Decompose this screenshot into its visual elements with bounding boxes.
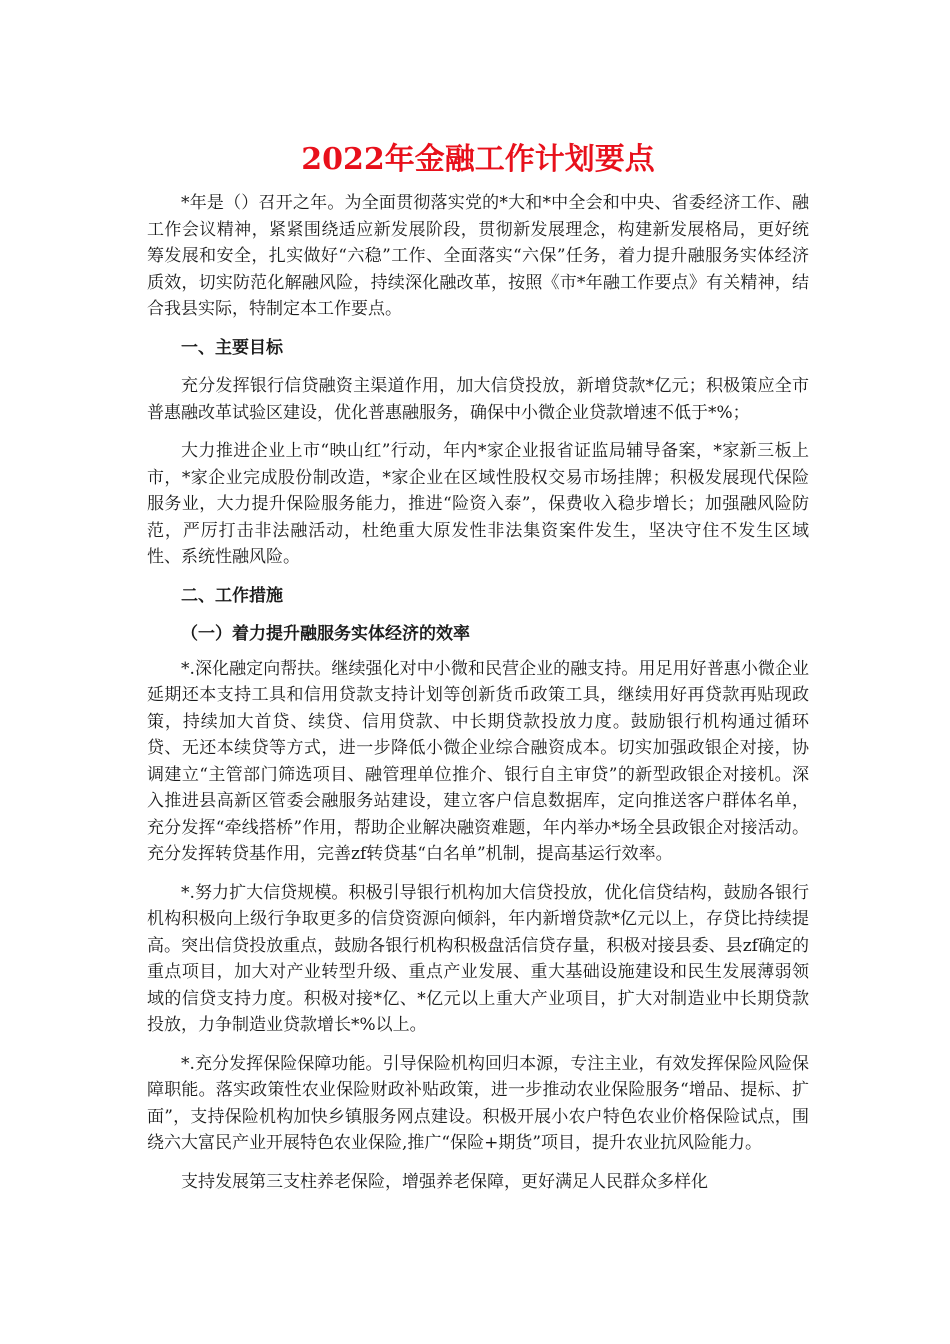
document-content	[147, 138, 809, 1207]
measures-paragraph-1: *.深化融定向帮扶。继续强化对中小微和民营企业的融支持。用足用好普惠小微企业延期还本支持工具和信用贷款支持计划等创新货币政策工具，继续用好再贷款再贴现政策，持续加大首贷、续贷、信用贷款、中长期贷款投放力度。鼓励银行机构通过循环贷、无还本续贷等方式，进一步降低小微企业综合融资成本。切实加强政银企对接，协调建立“主管部门筛选项目、融管理单位推介、银行自主审贷”的新型政银企对接机。深入推进县高新区管委会融服务站建设，建立客户信息数据库，定向推送客户群体名单，充分发挥“牵线搭桥”作用，帮助企业解决融资难题，年内举办*场全县政银企对接活动。充分发挥转贷基作用，完善zf转贷基“白名单”机制，提高基运行效率。	[147, 658, 809, 864]
subsection-heading-efficiency: （一）着力提升融服务实体经济的效率	[181, 624, 470, 644]
section-heading-main-goals: 一、主要目标	[181, 337, 283, 358]
measures-paragraph-3: *.充分发挥保险保障功能。引导保险机构回归本源，专注主业，有效发挥保险风险保障职能。落实政策性农业保险财政补贴政策，进一步推动农业保险服务“增品、提标、扩面”，支持保险机构加快乡镇服务网点建设。积极开展小农户特色农业价格保险试点，围绕六大富民产业开展特色农业保险,推广“保险+期货”项目，提升农业抗风险能力。	[147, 1053, 809, 1153]
measures-paragraph-2: *.努力扩大信贷规模。积极引导银行机构加大信贷投放，优化信贷结构，鼓励各银行机构积极向上级行争取更多的信贷资源向倾斜，年内新增贷款*亿元以上，存贷比持续提高。突出信贷投放重点，鼓励各银行机构积极盘活信贷存量，积极对接县委、县zf确定的重点项目，加大对产业转型升级、重点产业发展、重大基础设施建设和民生发展薄弱领域的信贷支持力度。积极对接*亿、*亿元以上重大产业项目，扩大对制造业中长期贷款投放，力争制造业贷款增长*%以上。	[147, 882, 809, 1035]
goals-paragraph-2: 大力推进企业上市“映山红”行动，年内*家企业报省证监局辅导备案，*家新三板上市，*家企业完成股份制改造，*家企业在区域性股权交易市场挂牌；积极发展现代保险服务业，大力提升保险服务能力，推进“险资入泰”，保费收入稳步增长；加强融风险防范，严厉打击非法融活动，杜绝重大原发性非法集资案件发生，坚决守住不发生区域性、系统性融风险。	[147, 441, 809, 567]
section-heading-work-measures: 二、工作措施	[181, 585, 283, 606]
goals-paragraph-1: 充分发挥银行信贷融资主渠道作用，加大信贷投放，新增贷款*亿元；积极策应全市普惠融改革试验区建设，优化普惠融服务，确保中小微企业贷款增速不低于*%；	[147, 376, 809, 423]
document-title: 2022年金融工作计划要点	[301, 142, 655, 177]
intro-paragraph: *年是（）召开之年。为全面贯彻落实党的*大和*中全会和中央、省委经济工作、融工作会议精神，紧紧围绕适应新发展阶段，贯彻新发展理念，构建新发展格局，更好统筹发展和安全，扎实做好“六稳”工作、全面落实“六保”任务，着力提升融服务实体经济质效，切实防范化解融风险，持续深化融改革，按照《市*年融工作要点》有关精神，结合我县实际，特制定本工作要点。	[147, 193, 809, 319]
measures-paragraph-4: 支持发展第三支柱养老保险，增强养老保障，更好满足人民群众多样化	[181, 1171, 708, 1192]
